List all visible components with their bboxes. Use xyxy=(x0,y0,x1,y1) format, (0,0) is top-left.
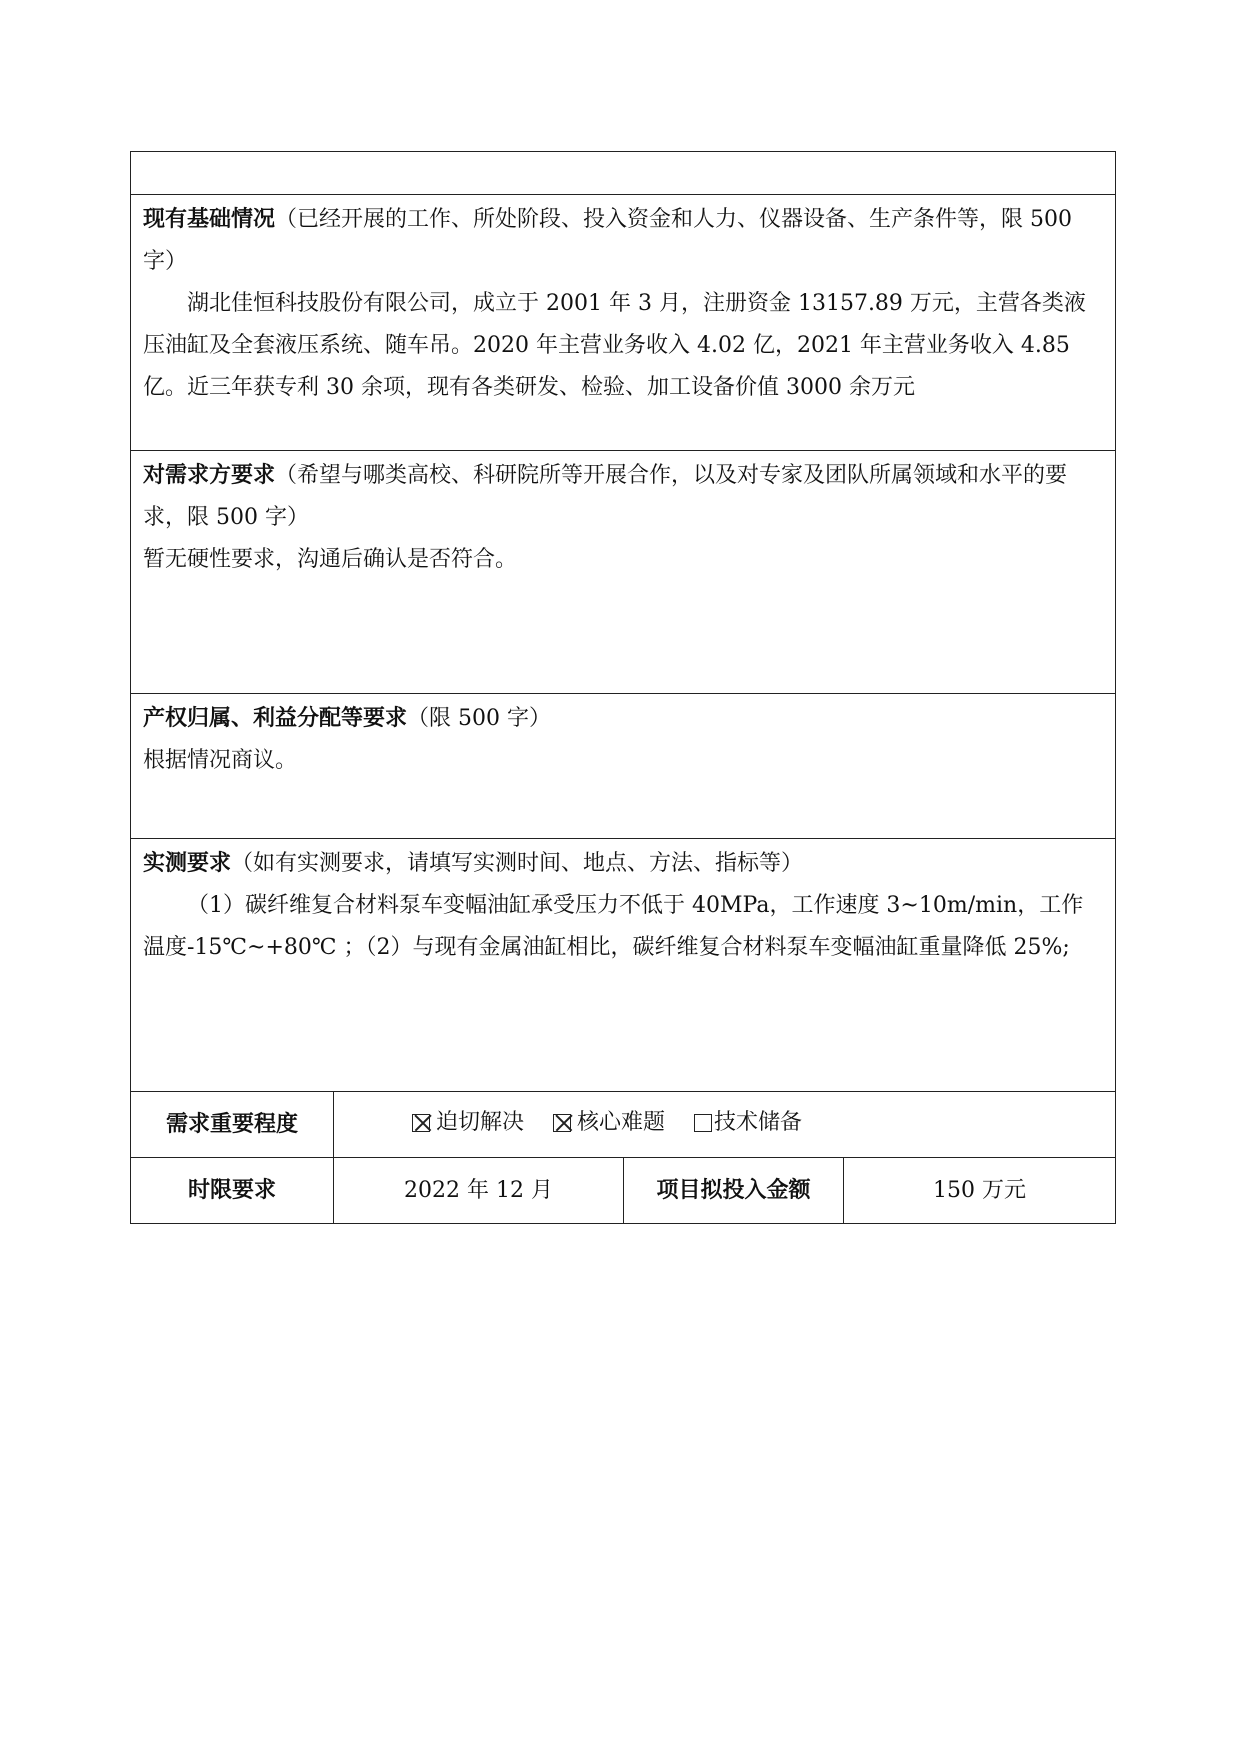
ip-requirements-heading: 产权归属、利益分配等要求 xyxy=(143,706,408,731)
test-requirements-section xyxy=(131,839,1116,1092)
requirements-form-table xyxy=(130,151,1116,1224)
deadline-row xyxy=(131,1158,1116,1224)
investment-label: 项目拟投入金额 xyxy=(624,1158,844,1224)
partner-requirements-note: （希望与哪类高校、科研院所等开展合作，以及对专家及团队所属领域和水平的要求，限 500 字） xyxy=(143,463,1068,530)
investment-value: 150 万元 xyxy=(844,1158,1116,1224)
deadline-label: 时限要求 xyxy=(131,1158,334,1224)
option-tech-reserve[interactable] xyxy=(694,1102,802,1144)
unchecked-box-icon[interactable] xyxy=(694,1114,712,1132)
partner-requirements-body: 暂无硬性要求，沟通后确认是否符合。 xyxy=(143,547,518,572)
foundation-heading: 现有基础情况 xyxy=(143,207,276,232)
partner-requirements-title xyxy=(143,455,1103,539)
checked-box-icon[interactable] xyxy=(553,1114,571,1132)
option-urgent-label: 迫切解决 xyxy=(436,1110,525,1135)
foundation-title xyxy=(143,199,1103,283)
blank-cell xyxy=(131,152,1116,195)
checked-box-icon[interactable] xyxy=(412,1114,430,1132)
deadline-value: 2022 年 12 月 xyxy=(334,1158,624,1224)
importance-label: 需求重要程度 xyxy=(131,1092,334,1158)
ip-requirements-row xyxy=(131,694,1116,839)
partner-requirements-heading: 对需求方要求 xyxy=(143,463,276,488)
option-urgent[interactable] xyxy=(412,1102,524,1144)
option-core-problem-label: 核心难题 xyxy=(577,1110,666,1135)
importance-row xyxy=(131,1092,1116,1158)
test-requirements-heading: 实测要求 xyxy=(143,851,232,876)
test-requirements-note: （如有实测要求，请填写实测时间、地点、方法、指标等） xyxy=(231,851,804,876)
option-core-problem[interactable] xyxy=(553,1102,665,1144)
blank-row xyxy=(131,152,1116,195)
ip-requirements-note: （限 500 字） xyxy=(407,706,551,731)
foundation-row xyxy=(131,195,1116,451)
ip-requirements-body: 根据情况商议。 xyxy=(143,748,298,773)
test-requirements-body: （1）碳纤维复合材料泵车变幅油缸承受压力不低于 40MPa，工作速度 3~10m/min，工作温度-15℃~+80℃ ；（2）与现有金属油缸相比，碳纤维复合材料泵车变幅油缸重量降低 25%; xyxy=(143,893,1084,960)
ip-requirements-section xyxy=(131,694,1116,839)
importance-options xyxy=(334,1092,1116,1158)
ip-requirements-title xyxy=(143,698,1103,740)
foundation-body: 湖北佳恒科技股份有限公司，成立于 2001 年 3 月，注册资金 13157.89 万元，主营各类液压油缸及全套液压系统、随车吊。2020 年主营业务收入 4.02 亿，2021 年主营业务收入 4.85 亿。近三年获专利 30 余项，现有各类研发、检验、加工设备价值 3000 余万元 xyxy=(143,291,1086,400)
partner-requirements-section xyxy=(131,451,1116,694)
test-requirements-row xyxy=(131,839,1116,1092)
foundation-note: （已经开展的工作、所处阶段、投入资金和人力、仪器设备、生产条件等，限 500 字） xyxy=(143,207,1073,274)
option-tech-reserve-label: 技术储备 xyxy=(714,1110,803,1135)
partner-requirements-row xyxy=(131,451,1116,694)
foundation-section xyxy=(131,195,1116,451)
test-requirements-title xyxy=(143,843,1103,885)
